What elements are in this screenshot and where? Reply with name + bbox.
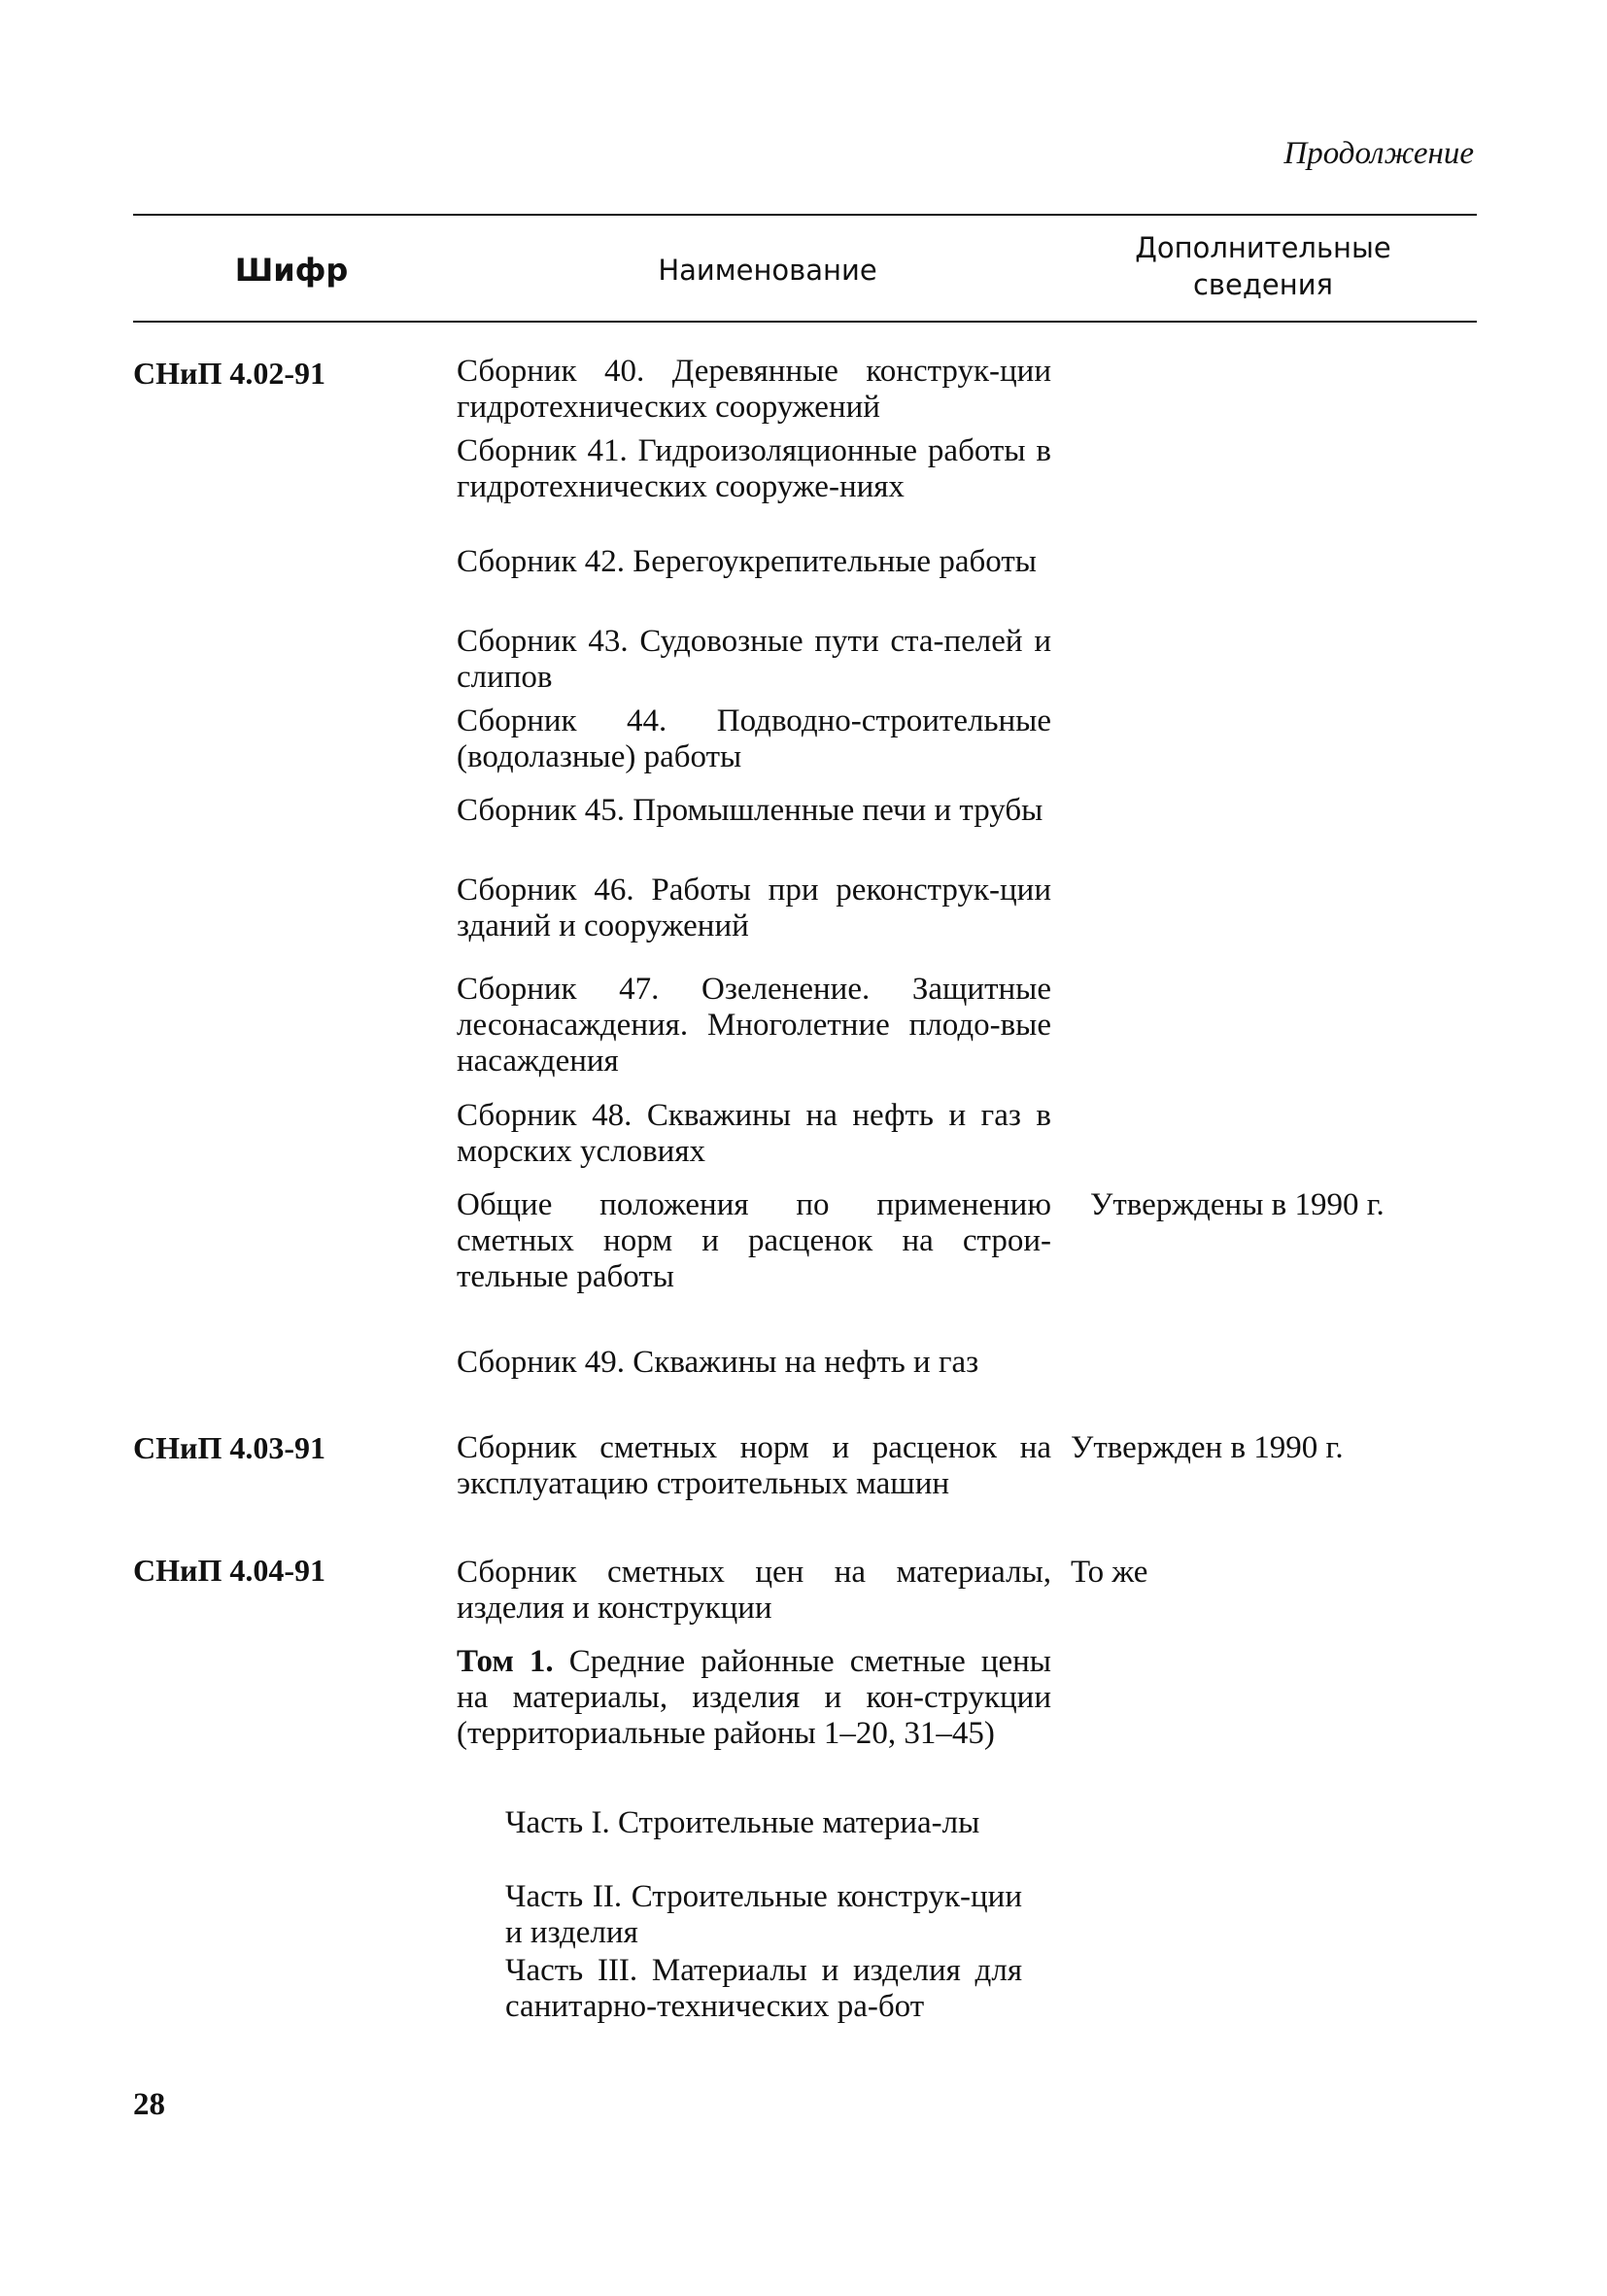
code-snip-4-02-91: СНиП 4.02-91 [133, 356, 325, 391]
note-approved-1990-singular: Утвержден в 1990 г. [1071, 1430, 1344, 1465]
entry-part-1: Часть I. Строительные материа-лы [505, 1805, 980, 1840]
entry-collection-48: Сборник 48. Скважины на нефть и газ в морских условиях [457, 1098, 1051, 1169]
page-number: 28 [133, 2087, 165, 2122]
entry-material-prices: Сборник сметных цен на материалы, изделия и конструкции [457, 1555, 1051, 1626]
note-approved-1990-plural: Утверждены в 1990 г. [1090, 1187, 1385, 1222]
header-extra-line1: Дополнительные [1135, 231, 1391, 264]
header-extra-line2: сведения [1192, 268, 1334, 301]
entry-machine-operation-norms: Сборник сметных норм и расценок на эксплуатацию строительных машин [457, 1430, 1051, 1501]
note-same: То же [1071, 1555, 1148, 1590]
header-extra [1117, 229, 1409, 303]
entry-collection-46: Сборник 46. Работы при реконструк-ции зданий и сооружений [457, 873, 1051, 943]
entry-part-2: Часть II. Строительные конструк-ции и изделия [505, 1879, 1022, 1950]
code-snip-4-03-91: СНиП 4.03-91 [133, 1430, 325, 1465]
volume-1-text: Средние районные сметные цены на материалы, изделия и кон-струкции (территориальные районы 1–20, 31–45) [457, 1644, 1051, 1751]
entry-collection-45: Сборник 45. Промышленные печи и трубы [457, 793, 1043, 828]
continuation-label: Продолжение [1283, 136, 1474, 171]
entry-collection-40: Сборник 40. Деревянные конструк-ции гидротехнических сооружений [457, 354, 1051, 425]
entry-collection-43: Сборник 43. Судовозные пути ста-пелей и слипов [457, 624, 1051, 695]
entry-collection-42: Сборник 42. Берегоукрепительные работы [457, 544, 1037, 579]
entry-collection-44: Сборник 44. Подводно-строительные (водолазные) работы [457, 703, 1051, 774]
entry-collection-49: Сборник 49. Скважины на нефть и газ [457, 1345, 979, 1380]
header-code: Шифр [234, 252, 349, 289]
entry-collection-41: Сборник 41. Гидроизоляционные работы в гидротехнических сооруже-ниях [457, 433, 1051, 504]
entry-volume-1 [457, 1644, 1051, 1752]
volume-1-lead: Том 1. [457, 1644, 554, 1679]
entry-general-provisions: Общие положения по применению сметных норм и расценок на строи-тельные работы [457, 1187, 1051, 1294]
table-top-rule [133, 214, 1477, 216]
table-header-rule [133, 321, 1477, 323]
header-name: Наименование [658, 254, 877, 287]
entry-collection-47: Сборник 47. Озеленение. Защитные лесонасаждения. Многолетние плодо-вые насаждения [457, 972, 1051, 1079]
code-snip-4-04-91: СНиП 4.04-91 [133, 1553, 325, 1588]
entry-part-3: Часть III. Материалы и изделия для санитарно-технических ра-бот [505, 1953, 1022, 2024]
